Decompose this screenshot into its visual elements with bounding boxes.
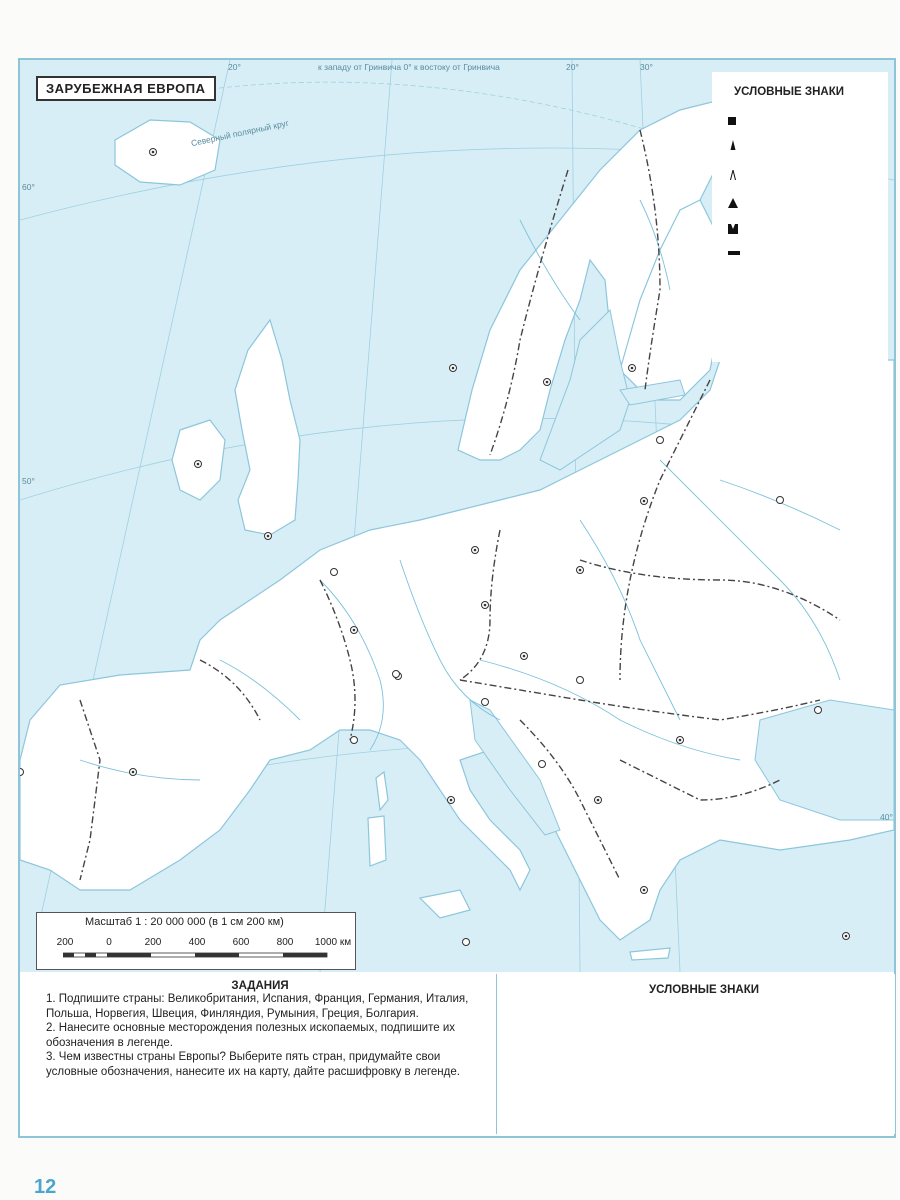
legend-top xyxy=(712,72,888,362)
tasks-title: ЗАДАНИЯ xyxy=(231,980,289,992)
scale-tick: 1000 км xyxy=(314,937,352,948)
filled-triangle-icon xyxy=(728,198,738,208)
lat-label-40: 40° xyxy=(880,812,893,822)
filled-square-icon xyxy=(728,117,736,125)
scale-label: Масштаб 1 : 20 000 000 (в 1 см 200 км) xyxy=(85,916,284,928)
scale-tick: 800 xyxy=(276,937,294,948)
tasks-panel xyxy=(26,974,494,1134)
scale-tick: 0 xyxy=(106,937,112,948)
greenwich-note: к западу от Гринвича 0° к востоку от Гринвича xyxy=(318,62,500,72)
scale-bar xyxy=(63,951,333,959)
lon-label-20w: 20° xyxy=(228,62,241,72)
filled-bar-icon xyxy=(728,251,740,255)
task-item: 3. Чем известны страны Европы? Выберите пять стран, придумайте свои условные обозначения, нанесите их на карту, дайте расшифровку в легенде. xyxy=(46,1051,460,1078)
legend-item-1 xyxy=(728,114,878,130)
task-item: 1. Подпишите страны: Великобритания, Испания, Франция, Германия, Италия, Польша, Норвегия, Швеция, Финляндия, Румыния, Греция, Болгария. xyxy=(46,993,469,1020)
legend-item-5 xyxy=(728,222,878,238)
lat-label-60: 60° xyxy=(22,182,35,192)
legend-item-6 xyxy=(728,246,878,262)
map-title: ЗАРУБЕЖНАЯ ЕВРОПА xyxy=(36,76,216,101)
page-number: 12 xyxy=(34,1176,57,1198)
scale-tick: 600 xyxy=(232,937,250,948)
arctic-circle-label: Северный полярный круг xyxy=(190,117,290,149)
scale-tick: 200 xyxy=(144,937,162,948)
legend-bottom-title: УСЛОВНЫЕ ЗНАКИ xyxy=(649,984,760,996)
legend-item-4 xyxy=(728,196,878,212)
filled-narrow-triangle-icon xyxy=(728,140,738,150)
legend-bottom xyxy=(496,974,895,1134)
task-item: 2. Нанесите основные месторождения полезных ископаемых, подпишите их обозначения в легенде. xyxy=(46,1022,455,1049)
lat-label-50: 50° xyxy=(22,476,35,486)
legend-item-2 xyxy=(728,138,878,154)
lon-label-20e: 20° xyxy=(566,62,579,72)
mine-icon xyxy=(728,224,738,234)
legend-item-3 xyxy=(728,168,878,184)
outline-narrow-triangle-icon xyxy=(728,170,738,180)
lon-label-30e: 30° xyxy=(640,62,653,72)
scale-tick: 200 xyxy=(56,937,74,948)
sardinia xyxy=(368,816,386,866)
scale-box xyxy=(36,912,356,970)
legend-top-title: УСЛОВНЫЕ ЗНАКИ xyxy=(734,86,845,98)
scale-tick: 400 xyxy=(188,937,206,948)
